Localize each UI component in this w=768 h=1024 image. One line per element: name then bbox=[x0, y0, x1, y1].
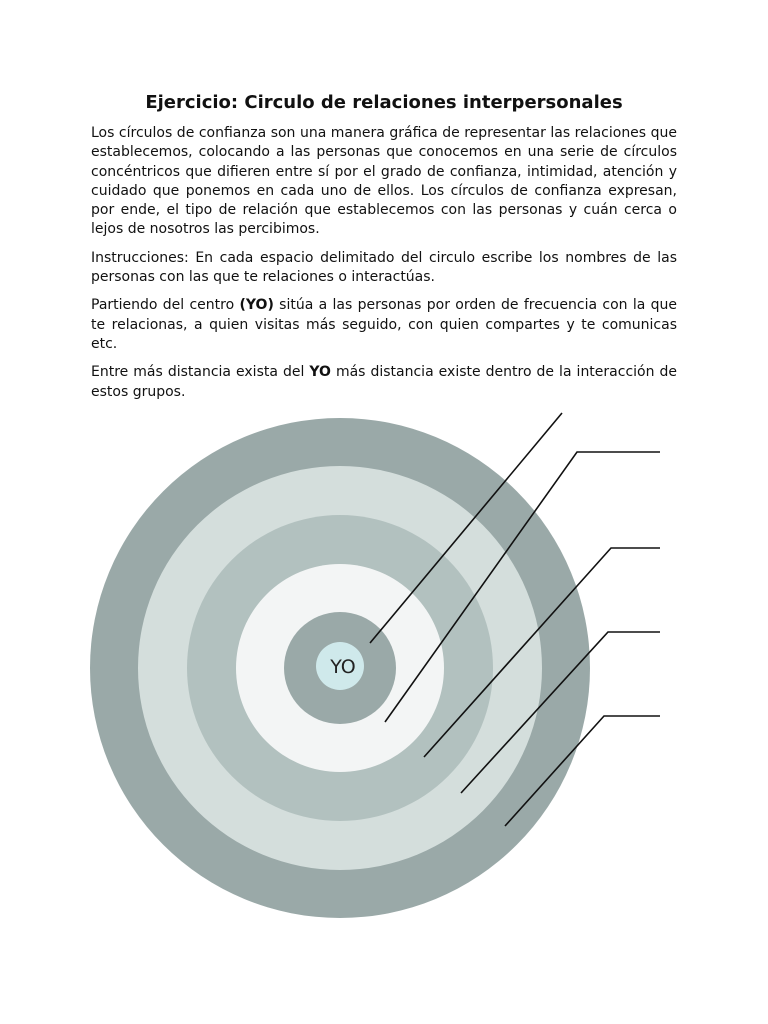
distancia-text-after: más distancia existe dentro de la interacción de estos grupos. bbox=[91, 364, 677, 400]
partiendo-bold-yo: (YO) bbox=[239, 297, 274, 314]
partiendo-paragraph bbox=[91, 296, 677, 354]
center-yo-label: YO bbox=[330, 656, 356, 678]
distancia-text-before: Entre más distancia exista del bbox=[91, 364, 310, 381]
instructions-paragraph: Instrucciones: En cada espacio delimitado del circulo escribe los nombres de las personas con las que te relaciones o interactúas. bbox=[91, 249, 677, 286]
distancia-paragraph bbox=[91, 363, 677, 402]
document-body bbox=[91, 124, 677, 411]
page-title: Ejercicio: Circulo de relaciones interpersonales bbox=[145, 92, 623, 113]
partiendo-text-before: Partiendo del centro bbox=[91, 297, 240, 314]
relationship-circles-diagram bbox=[0, 400, 768, 960]
partiendo-text-after: sitúa a las personas por orden de frecuencia con la que te relacionas, a quien visitas más seguido, con quien compartes y te comunicas etc. bbox=[91, 297, 677, 352]
intro-paragraph: Los círculos de confianza son una manera gráfica de representar las relaciones que establecemos, colocando a las personas que conocemos en una serie de círculos concéntricos que difieren entre sí por el grado de confianza, intimidad, atención y cuidado que ponemos en cada uno de ellos. Los círculos de confianza expresan, por ende, el tipo de relación que establecemos con las personas y cuán cerca o lejos de nosotros las percibimos. bbox=[91, 125, 677, 238]
distancia-bold-yo: YO bbox=[309, 364, 331, 381]
